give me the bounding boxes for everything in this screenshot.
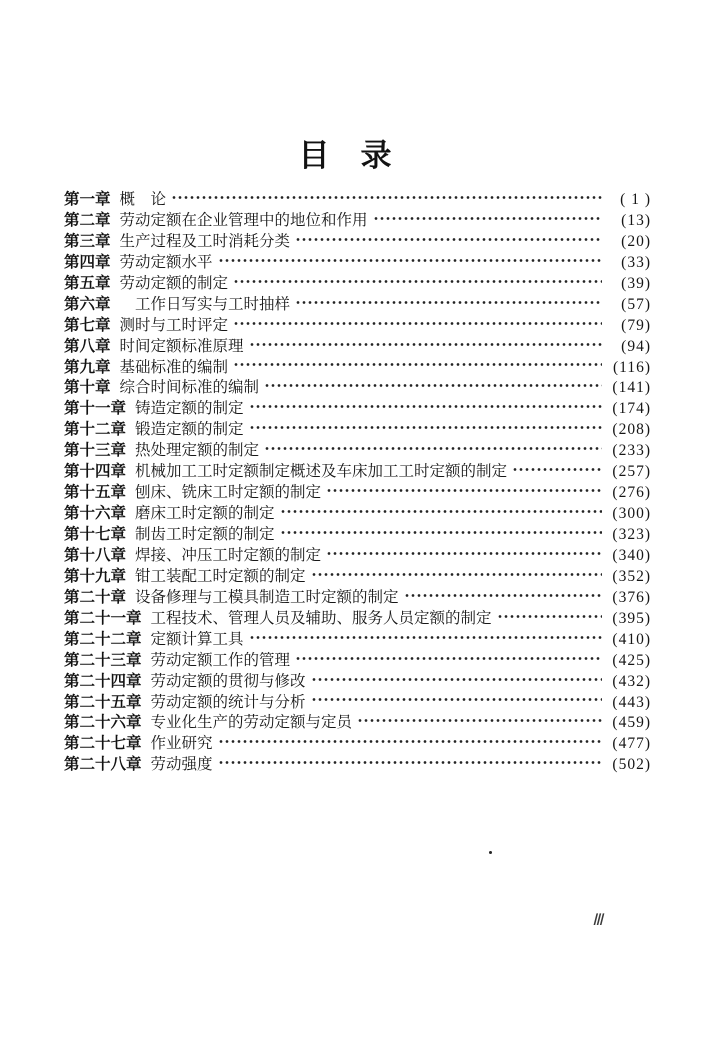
toc-entry (64, 710, 651, 731)
chapter-label: 第二十四章 (64, 672, 142, 690)
dot-leader (264, 378, 602, 393)
dot-leader (233, 357, 602, 372)
toc-entry (64, 271, 651, 292)
chapter-title: 热处理定额的制定 (135, 442, 260, 460)
chapter-title: 时间定额标准原理 (119, 337, 244, 355)
page-number: (502) (612, 756, 651, 774)
chapter-title: 定额计算工具 (150, 630, 244, 648)
toc-entry (64, 250, 651, 271)
toc-list (64, 187, 651, 773)
chapter-label: 第十四章 (64, 463, 127, 481)
dot-leader (512, 462, 602, 477)
toc-entry (64, 564, 651, 585)
chapter-label: 第十一章 (64, 400, 127, 418)
page-number: (300) (612, 505, 651, 522)
page-number: (395) (612, 609, 651, 627)
chapter-label: 第二十二章 (64, 630, 142, 648)
page-number: (257) (612, 463, 651, 481)
dot-leader (404, 588, 602, 603)
toc-entry (64, 606, 651, 627)
dot-leader (249, 399, 602, 414)
toc-entry (64, 731, 651, 752)
chapter-title: 工程技术、管理人员及辅助、服务人员定额的制定 (150, 609, 492, 627)
toc-entry (64, 522, 651, 543)
page-number: (410) (612, 630, 651, 648)
dot-leader (326, 483, 602, 498)
page-number: (425) (612, 651, 651, 669)
page-number: (477) (612, 735, 651, 753)
dot-leader (233, 316, 602, 331)
toc-entry (64, 627, 651, 648)
chapter-title: 设备修理与工模具制造工时定额的制定 (135, 588, 399, 606)
dot-leader (295, 651, 602, 666)
dot-leader (218, 755, 602, 770)
chapter-label: 第二十章 (64, 588, 127, 606)
chapter-title: 劳动定额的制定 (119, 274, 229, 292)
dot-leader (264, 441, 602, 456)
chapter-title: 专业化生产的劳动定额与定员 (150, 714, 353, 732)
chapter-label: 第二十六章 (64, 714, 142, 732)
dot-leader (249, 630, 602, 645)
toc-entry (64, 208, 651, 229)
page-number: (352) (612, 567, 651, 585)
toc-entry (64, 313, 651, 334)
chapter-label: 第十九章 (64, 567, 127, 585)
dot-leader (373, 211, 602, 226)
page-title: 目 录 (298, 138, 392, 173)
chapter-label: 第十七章 (64, 526, 127, 543)
toc-entry (64, 669, 651, 690)
page-number: (459) (612, 714, 651, 732)
page-number: (174) (612, 400, 651, 418)
toc-entry (64, 752, 651, 773)
chapter-title: 基础标准的编制 (119, 358, 229, 376)
chapter-title: 劳动强度 (150, 756, 213, 774)
chapter-label: 第二十七章 (64, 735, 142, 753)
dot-leader (233, 274, 602, 289)
dot-leader (497, 609, 602, 624)
page-number: (141) (612, 379, 651, 397)
page-number: (323) (612, 526, 651, 543)
dot-leader (280, 504, 602, 519)
chapter-label: 第二十一章 (64, 609, 142, 627)
dot-leader (326, 546, 602, 561)
chapter-label: 第十章 (64, 379, 111, 397)
chapter-label: 第二十五章 (64, 693, 142, 711)
page-number: (376) (612, 588, 651, 606)
dot-leader (171, 190, 602, 205)
page-number: ( 1 ) (620, 191, 651, 208)
chapter-title: 锻造定额的制定 (135, 421, 244, 439)
toc-entry (64, 396, 651, 417)
chapter-title: 刨床、铣床工时定额的制定 (135, 484, 322, 502)
page-number: (116) (613, 358, 651, 376)
chapter-label: 第十三章 (64, 442, 127, 460)
chapter-title: 劳动定额工作的管理 (150, 651, 291, 669)
chapter-title: 概 论 (119, 191, 167, 208)
chapter-title: 作业研究 (150, 735, 213, 753)
page-number: (13) (621, 211, 651, 229)
toc-entry (64, 585, 651, 606)
dot-leader (295, 295, 602, 310)
chapter-label: 第二十八章 (64, 756, 142, 774)
page-number: (33) (621, 253, 651, 271)
page-number: (233) (612, 442, 651, 460)
page-number: (340) (612, 546, 651, 564)
dot-leader (218, 253, 602, 268)
scan-speck (489, 851, 492, 854)
toc-entry (64, 187, 651, 208)
chapter-label: 第五章 (64, 274, 111, 292)
chapter-title: 劳动定额在企业管理中的地位和作用 (119, 211, 368, 229)
page-number: (276) (612, 484, 651, 502)
toc-entry (64, 459, 651, 480)
dot-leader (218, 734, 602, 749)
page-number: (94) (621, 337, 651, 355)
page-number: (79) (621, 316, 651, 334)
toc-entry (64, 648, 651, 669)
chapter-title: 测时与工时评定 (119, 316, 229, 334)
dot-leader (311, 692, 602, 707)
chapter-title: 生产过程及工时消耗分类 (119, 232, 291, 250)
chapter-title: 机械加工工时定额制定概述及车床加工工时定额的制定 (135, 463, 508, 481)
page-number: (208) (612, 421, 651, 439)
page-number: (432) (612, 672, 651, 690)
chapter-label: 第二章 (64, 211, 111, 229)
chapter-title: 工作日写实与工时抽样 (119, 295, 291, 313)
page-number: (20) (621, 232, 651, 250)
chapter-label: 第一章 (64, 191, 111, 208)
page-number: (39) (621, 274, 651, 292)
chapter-label: 第七章 (64, 316, 111, 334)
chapter-label: 第十五章 (64, 484, 127, 502)
dot-leader (249, 420, 602, 435)
chapter-label: 第二十三章 (64, 651, 142, 669)
toc-entry (64, 375, 651, 396)
toc-entry (64, 690, 651, 711)
dot-leader (249, 337, 602, 352)
chapter-title: 焊接、冲压工时定额的制定 (135, 546, 322, 564)
toc-entry (64, 355, 651, 376)
chapter-title: 磨床工时定额的制定 (135, 505, 275, 522)
chapter-label: 第十六章 (64, 505, 127, 522)
dot-leader (295, 232, 602, 247)
toc-entry (64, 229, 651, 250)
folio-page-number: Ⅲ (592, 912, 605, 929)
toc-entry (64, 438, 651, 459)
chapter-label: 第十八章 (64, 546, 127, 564)
dot-leader (311, 567, 602, 582)
toc-entry (64, 480, 651, 501)
dot-leader (311, 672, 602, 687)
chapter-title: 综合时间标准的编制 (119, 379, 260, 397)
page-number: (57) (621, 295, 651, 313)
chapter-label: 第三章 (64, 232, 111, 250)
chapter-label: 第九章 (64, 358, 111, 376)
chapter-label: 第六章 (64, 295, 111, 313)
dot-leader (280, 525, 602, 540)
chapter-title: 劳动定额的统计与分析 (150, 693, 306, 711)
toc-entry (64, 417, 651, 438)
dot-leader (357, 713, 602, 728)
chapter-label: 第十二章 (64, 421, 127, 439)
chapter-label: 第八章 (64, 337, 111, 355)
chapter-title: 劳动定额水平 (119, 253, 213, 271)
chapter-title: 制齿工时定额的制定 (135, 526, 275, 543)
chapter-title: 劳动定额的贯彻与修改 (150, 672, 306, 690)
page-number: (443) (612, 693, 651, 711)
chapter-title: 铸造定额的制定 (135, 400, 244, 418)
chapter-title: 钳工装配工时定额的制定 (135, 567, 306, 585)
toc-entry (64, 334, 651, 355)
toc-entry (64, 501, 651, 522)
toc-entry (64, 292, 651, 313)
toc-entry (64, 543, 651, 564)
chapter-label: 第四章 (64, 253, 111, 271)
